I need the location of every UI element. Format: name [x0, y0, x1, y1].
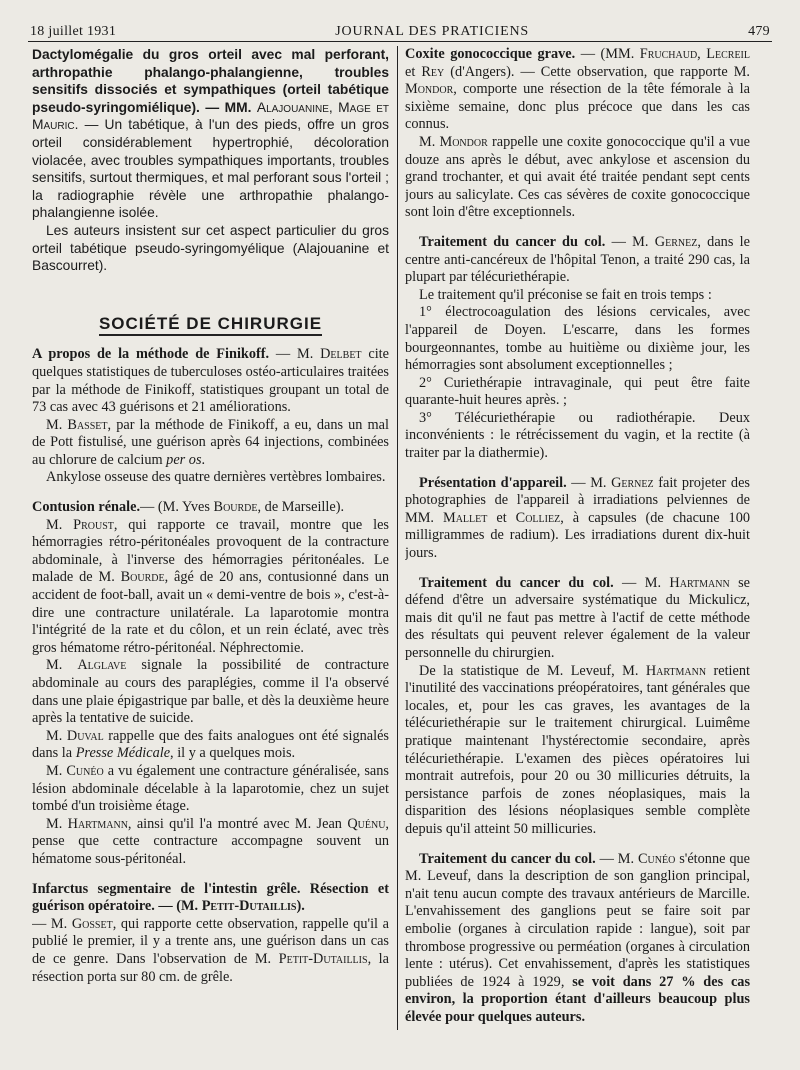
paragraph-text: — Un tabétique, à l'un des pieds, offre un gros orteil considérablement hypertrophié, décoloration violacée, avec troubles sympathiques importants, troubles sensitifs, surtout thermiques, et mal perforant sous l'orteil ; la radiographie révèle une arthropathie phalango-phalangienne isolée.	[32, 117, 389, 221]
article-title: Traitement du cancer du col.	[419, 233, 606, 250]
article-appareil	[405, 475, 750, 563]
column-divider	[397, 46, 398, 1030]
author-name: Bourde	[213, 499, 258, 516]
paragraph	[405, 663, 750, 839]
text: , qui rapporte ce travail, montre que les hémorragies rétro-péritonéales provoquent de la contracture abdominale, à l'inverse des hémorragies péritonéales. Le malade de M.	[32, 516, 389, 586]
article-title: Contusion rénale.	[32, 499, 141, 516]
paragraph: 1° électrocoagulation des lésions cervicales, avec l'appareil de Doyen. L'escarre, dans les formes bourgeonnantes, tombe au huitième ou dixième jour, les hémorragies sont absolument exceptionnelles ;	[405, 304, 750, 374]
paragraph	[32, 728, 389, 763]
text: M.	[46, 815, 68, 832]
issue-date: 18 juillet 1931	[30, 24, 117, 39]
author-name: Petit-Dutaillis	[201, 898, 297, 915]
left-column	[32, 46, 389, 1030]
author-name: Delbet	[320, 346, 362, 363]
text: fait projeter des photographies de l'appareil à irradiations pelviennes de MM.	[405, 474, 750, 526]
author-name: Rey	[421, 63, 445, 80]
text: , âgé de 20 ans, contusionné dans un accident de foot-ball, avait un « demi-ventre de bois », c'est-à-dire une contracture unilatérale. La laparotomie montra l'intégrité de la rate et du côlon, et un rein éclaté, avec très gros hématome rétro-péritonéal. Néphrectomie.	[32, 569, 389, 656]
author-name: Proust	[73, 516, 114, 533]
article-title: Présentation d'appareil.	[419, 474, 567, 491]
paragraph: 3° Télécuriethérapie ou radiothérapie. Deux inconvénients : le rétrécissement du vagin, et la rectite (à traiter par la diathermie).	[405, 409, 750, 462]
author-name: Cunéo	[637, 850, 676, 867]
author-name: Colliez	[515, 509, 561, 526]
author-name: Fruchaud, Lecreil	[639, 46, 750, 62]
text: M.	[46, 516, 74, 533]
page-header	[30, 18, 770, 40]
paragraph: Les auteurs insistent sur cet aspect particulier du gros orteil tabétique pseudo-syringomyélique (Alajouanine et Bascourret).	[32, 222, 389, 274]
article-coxite	[405, 46, 750, 222]
text: — M.	[595, 850, 638, 867]
author-name: Hartmann	[67, 815, 128, 832]
text: cite quelques statistiques de tuberculoses ostéo-articulaires traitées par la méthode de Finikoff, statistiques groupant un total de 73 cas avec 43 guérisons et 21 améliorations.	[32, 346, 389, 416]
paragraph	[405, 234, 750, 287]
section-heading-text: SOCIÉTÉ DE CHIRURGIE	[99, 314, 322, 336]
article-dactylomegalie	[32, 46, 389, 275]
paragraph	[32, 763, 389, 816]
author-name: Quénu	[347, 815, 386, 832]
author-name: Duval	[66, 727, 104, 744]
paragraph	[405, 134, 750, 222]
text: se défend d'être un adversaire systématique du Mickulicz, mais dit qu'il ne faut pas mettre à l'actif de cette méthode des résultats qui peuvent relever également de la valeur personnelle du chirurgien.	[405, 574, 750, 661]
article-cancer-gernez	[405, 234, 750, 463]
text: — M.	[613, 574, 670, 591]
author-name: Basset	[67, 416, 108, 433]
text: M.	[46, 416, 68, 433]
article-infarctus	[32, 881, 389, 987]
paragraph	[32, 816, 389, 869]
text: ).	[296, 898, 305, 915]
text: — (M. Yves	[140, 499, 214, 516]
text: — M.	[605, 233, 655, 250]
paragraph	[32, 46, 389, 222]
text: , dans le centre anti-cancéreux de l'hôpital Tenon, a traité 290 cas, la plupart par télécuriethérapie.	[405, 233, 750, 286]
paragraph	[405, 475, 750, 563]
author-name: Mallet	[442, 509, 488, 526]
paragraph: Le traitement qu'il préconise se fait en trois temps :	[419, 286, 712, 303]
page-number: 479	[748, 24, 770, 39]
author-name: Hartmann	[645, 662, 707, 679]
paragraph	[32, 499, 389, 517]
paragraph	[32, 346, 389, 416]
author-name: Hartmann	[669, 574, 730, 591]
text: retient l'inutilité des vaccinations préopératoires, tant générales que locales, et, pour les cas graves, les avantages de la télécuriethérapie sur le traitement chirurgical. Luimême pratique maintenant l'hystérectomie secondaire, après télécuriethérapie. L'examen des pièces opératoires lui montrait autrefois, pour 20 ou 30 millicuries détruits, la persistance parfois de zones néoplasiques, mais la disparition des lésions néoplasiques semble complète depuis qu'il atteint 50 millicuries.	[405, 662, 750, 837]
paragraph: 2° Curiethérapie intravaginale, qui peut être faite quarante-huit heures après. ;	[405, 374, 750, 409]
text: M.	[419, 133, 440, 150]
text: — M.	[566, 474, 612, 491]
text: De la statistique de M. Leveuf, M.	[419, 662, 646, 679]
text: , à capsules (de chacune 100 milligrammes de radium). Les irradiations durent dix-huit jours.	[405, 509, 750, 562]
text: — M.	[32, 915, 72, 932]
paragraph: Ankylose osseuse des quatre dernières vertèbres lombaires.	[46, 469, 386, 486]
right-column	[405, 46, 750, 1030]
article-title: Traitement du cancer du col.	[419, 850, 596, 867]
author-name: Petit-Dutaillis	[278, 950, 368, 967]
author-name: Bourde	[120, 569, 165, 586]
author-name: Alglave	[77, 657, 127, 674]
text: , pense que cette contracture accompagne souvent un hématome sous-péritonéal.	[32, 815, 389, 867]
text: a vu également une contracture généralisée, sans lésion abdominale décelable à la laparotomie, chez un sujet tombé d'un troisième étage.	[32, 762, 389, 815]
article-title: Traitement du cancer du col.	[419, 574, 614, 591]
text: — (MM.	[575, 46, 640, 62]
paragraph	[405, 851, 750, 1027]
article-cancer-hartmann	[405, 575, 750, 839]
text: M.	[46, 657, 78, 674]
paragraph	[32, 657, 389, 727]
article-title: Dactylomégalie du gros orteil avec mal perforant, arthropathie phalango-phalangienne, troubles sensitifs dissociés et sympathiques (orteil tabétique pseudo-syringomiélique). — MM.	[32, 47, 389, 115]
author-name: Mondor	[405, 81, 454, 98]
text: (d'Angers). — Cette observation, que rapporte M.	[444, 63, 750, 80]
italic-text: Presse Médicale	[75, 745, 171, 762]
header-rule	[28, 41, 772, 42]
text: , de Marseille).	[257, 499, 345, 516]
paragraph	[32, 417, 389, 470]
paragraph	[32, 881, 389, 916]
text: , il y a quelques mois.	[170, 745, 296, 762]
author-name: Gernez	[611, 474, 654, 491]
section-heading	[32, 315, 389, 333]
article-title: Coxite gonococcique grave.	[405, 46, 576, 62]
text: , comporte une résection de la tête fémorale à la sixième semaine, donc plus précoce que dans les cas connus.	[405, 81, 750, 133]
text: , par la méthode de Finikoff, a eu, dans un mal de Pott fistulisé, une guérison après 64 injections, combinées au chlorure de calcium	[32, 416, 389, 468]
paragraph	[405, 46, 750, 134]
journal-title: JOURNAL DES PRATICIENS	[335, 24, 529, 39]
text: , qui rapporte cette observation, rappelle qu'il a publié le premier, il y a trente ans, une guérison dans un cas de ce genre. Dans l'observation de M.	[32, 915, 389, 967]
bold-text: se voit dans 27 % des cas environ, la proportion étant d'ailleurs beaucoup plus élevée pour quelques auteurs.	[405, 973, 750, 1025]
text: , ainsi qu'il l'a montré avec M. Jean	[127, 815, 348, 832]
text: signale la possibilité de contracture abdominale au cours des paraplégies, comme il l'a observé dans une plaie épigastrique par balle, et dès la deuxième heure après la tentative de suicide.	[32, 657, 389, 727]
article-cancer-cuneo	[405, 851, 750, 1027]
text: .	[201, 451, 206, 468]
text: s'étonne que M. Leveuf, dans la description de son ganglion principal, n'ait tenu aucun compte des travaux antérieurs de Marcille. L'envahissement des ganglions peut se faire soit par embolie (organes à circulation rapide : langue), soit par thrombose progressive ou perméation (organes à circulation lente : utérus). Cet envahissement, d'après les statistiques publiées de 1924 à 1929,	[405, 850, 750, 990]
article-title: A propos de la méthode de Finikoff.	[32, 346, 270, 363]
paragraph	[405, 575, 750, 663]
text: M.	[46, 727, 67, 744]
text: — M.	[269, 346, 321, 363]
author-name: Gosset	[71, 915, 113, 932]
article-finikoff	[32, 346, 389, 487]
paragraph	[32, 517, 389, 658]
text: , la résection porta sur 80 cm. de grêle.	[32, 950, 389, 985]
article-contusion	[32, 499, 389, 868]
author-names: Alajouanine, Mage et Mauric.	[32, 99, 389, 133]
author-name: Cunéo	[66, 762, 104, 779]
text: et	[487, 509, 516, 526]
author-name: Gernez	[654, 233, 698, 250]
text: et	[405, 63, 422, 80]
text: rappelle une coxite gonococcique qu'il a vue douze ans après le début, avec ankylose et ascension du grand trochanter, et qui avait été traitée pendant sept cents jours au salicylate. Ces cas sévères de coxite gonococcique sont loin d'être exceptionnels.	[405, 133, 750, 221]
text: rappelle que des faits analogues ont été signalés dans la	[32, 727, 389, 762]
italic-text: per os	[166, 451, 202, 468]
article-title: Infarctus segmentaire de l'intestin grêle. Résection et guérison opératoire. — (M.	[32, 880, 389, 915]
author-name: Mondor	[439, 133, 488, 150]
paragraph	[32, 916, 389, 986]
text: M.	[46, 762, 67, 779]
